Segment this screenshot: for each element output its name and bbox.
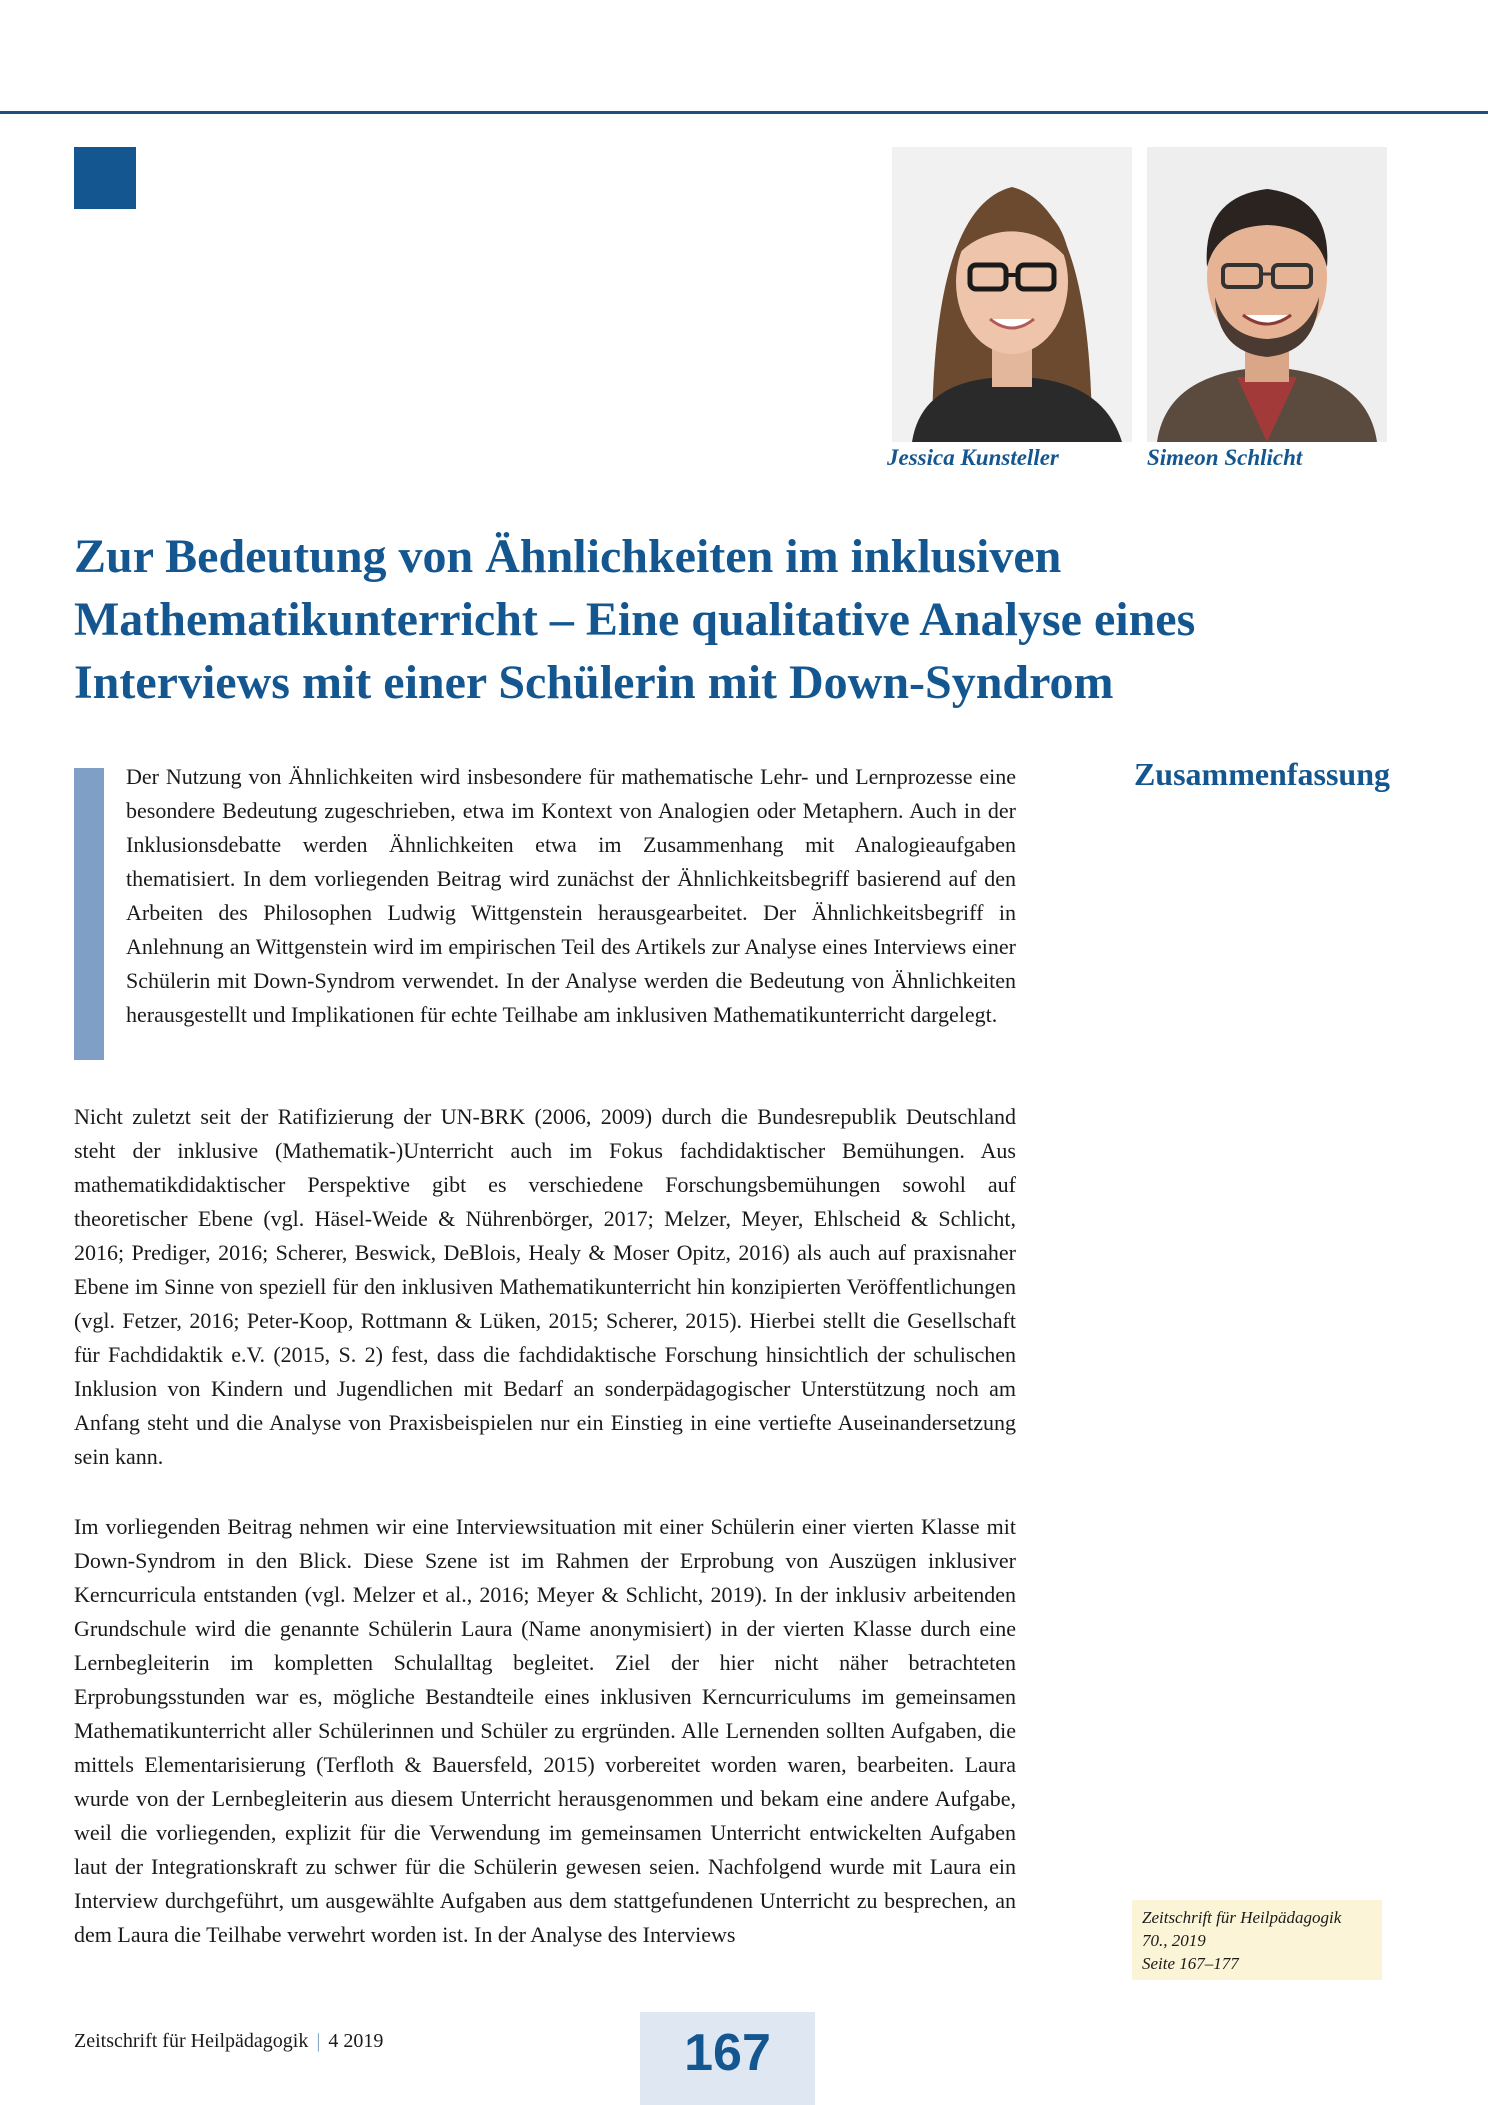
top-rule <box>0 111 1488 114</box>
footer-separator: | <box>316 2030 321 2052</box>
author-photo-2 <box>1147 147 1387 442</box>
body-paragraph-1: Nicht zuletzt seit der Ratifizierung der UN-BRK (2006, 2009) durch die Bundesrepublik Deutschland steht der inklusive (Mathematik-)Unterricht auch im Fokus fachdidaktischer Bemühungen. Aus mathematikdidaktischer Perspektive gibt es verschiedene Forschungsbemühungen sowohl auf theoretischer Ebene (vgl. Häsel-Weide & Nührenbörger, 2017; Melzer, Meyer, Ehlscheid & Schlicht, 2016; Prediger, 2016; Scherer, Beswick, DeBlois, Healy & Moser Opitz, 2016) als auch auf praxisnaher Ebene im Sinne von speziell für den inklusiven Mathematikunterricht hin konzipierten Veröffentlichungen (vgl. Fetzer, 2016; Peter-Koop, Rottmann & Lüken, 2015; Scherer, 2015). Hierbei stellt die Gesellschaft für Fachdidaktik e.V. (2015, S. 2) fest, dass die fachdidaktische Forschung hinsichtlich der schulischen Inklusion von Kindern und Jugendlichen mit Bedarf an sonderpädagogischer Unterstützung noch am Anfang steht und die Analyse von Praxisbeispielen nur ein Einstieg in eine vertiefte Auseinandersetzung sein kann. <box>74 1104 1016 1469</box>
footer <box>74 2030 383 2053</box>
portrait-woman <box>892 147 1132 442</box>
abstract-accent-bar <box>74 768 104 1060</box>
page-number: 167 <box>640 2012 815 2105</box>
title-line-2: Mathematikunterricht – Eine qualitative Analyse eines <box>74 593 1196 646</box>
author-name-2: Simeon Schlicht <box>1147 445 1303 470</box>
journal-reference-pages: Seite 167–177 <box>1142 1954 1239 1973</box>
author-name-1: Jessica Kunsteller <box>887 445 1059 470</box>
journal-reference-box <box>1132 1900 1382 1980</box>
footer-issue: 4 2019 <box>328 2030 384 2052</box>
author-photo-1 <box>892 147 1132 442</box>
article-title <box>74 525 1334 714</box>
title-line-3: Interviews mit einer Schülerin mit Down-Syndrom <box>74 656 1114 709</box>
corner-square <box>74 147 136 209</box>
footer-journal: Zeitschrift für Heilpädagogik <box>74 2030 309 2052</box>
journal-reference-volume: 70., 2019 <box>1142 1931 1206 1950</box>
journal-reference-title: Zeitschrift für Heilpädagogik <box>1142 1908 1342 1927</box>
title-line-1: Zur Bedeutung von Ähnlichkeiten im inklusiven <box>74 530 1062 583</box>
portrait-man <box>1147 147 1387 442</box>
abstract-heading: Zusammenfassung <box>1133 756 1390 792</box>
body-paragraph-2: Im vorliegenden Beitrag nehmen wir eine Interviewsituation mit einer Schülerin einer vierten Klasse mit Down-Syndrom in den Blick. Diese Szene ist im Rahmen der Erprobung von Auszügen inklusiver Kerncurricula entstanden (vgl. Melzer et al., 2016; Meyer & Schlicht, 2019). In der inklusiv arbeitenden Grundschule wird die genannte Schülerin Laura (Name anonymisiert) in der vierten Klasse durch eine Lernbegleiterin im kompletten Schulalltag begleitet. Ziel der hier nicht näher betrachteten Erprobungsstunden war es, mögliche Bestandteile eines inklusiven Kerncurriculums im gemeinsamen Mathematikunterricht aller Schülerinnen und Schüler zu ergründen. Alle Lernenden sollten Aufgaben, die mittels Elementarisierung (Terfloth & Bauersfeld, 2015) vorbereitet worden waren, bearbeiten. Laura wurde von der Lernbegleiterin aus diesem Unterricht herausgenommen und bekam eine andere Aufgabe, weil die vorliegenden, explizit für die Verwendung im gemeinsamen Unterricht entwickelten Aufgaben laut der Integrationskraft zu schwer für die Schülerin gewesen seien. Nachfolgend wurde mit Laura ein Interview durchgeführt, um ausgewählte Aufgaben aus dem stattgefundenen Unterricht zu besprechen, an dem Laura die Teilhabe verwehrt worden ist. In der Analyse des Interviews <box>74 1514 1016 1947</box>
abstract-text: Der Nutzung von Ähnlichkeiten wird insbesondere für mathematische Lehr- und Lernprozesse eine besondere Bedeutung zugeschrieben, etwa im Kontext von Analogien oder Metaphern. Auch in der Inklusionsdebatte werden Ähnlichkeiten etwa im Zusammenhang mit Analogieaufgaben thematisiert. In dem vorliegenden Beitrag wird zunächst der Ähnlichkeitsbegriff basierend auf den Arbeiten des Philosophen Ludwig Wittgenstein herausgearbeitet. Der Ähnlichkeitsbegriff in Anlehnung an Wittgenstein wird im empirischen Teil des Artikels zur Analyse eines Interviews einer Schülerin mit Down-Syndrom verwendet. In der Analyse werden die Bedeutung von Ähnlichkeiten herausgestellt und Implikationen für echte Teilhabe am inklusiven Mathematikunterricht dargelegt. <box>126 764 1016 1027</box>
